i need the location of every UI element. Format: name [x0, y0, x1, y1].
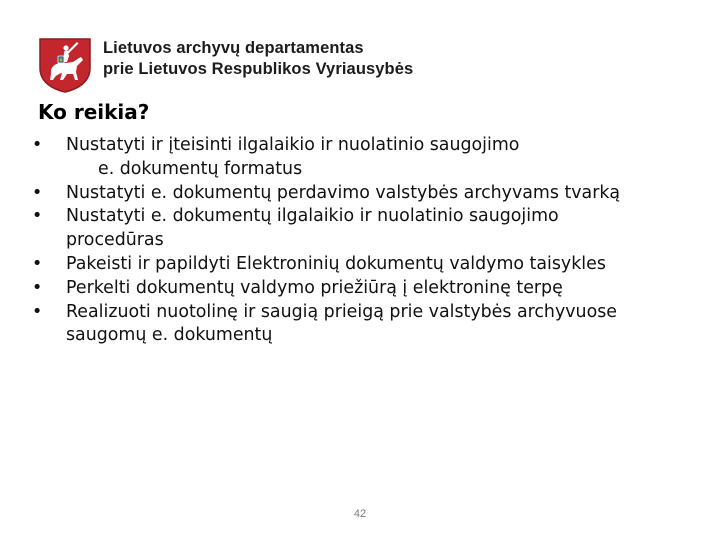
- bullet-item: [30, 301, 700, 349]
- bullet-dot-icon: •: [32, 277, 43, 298]
- bullet-text-continuation: e. dokumentų formatus: [98, 158, 303, 179]
- organization-line-1: Lietuvos archyvų departamentas: [103, 39, 364, 57]
- bullet-text: Nustatyti ir įteisinti ilgalaikio ir nuolatinio saugojimo: [66, 135, 520, 155]
- bullet-dot-icon: •: [32, 206, 43, 227]
- bullet-text: Perkelti dokumentų valdymo priežiūrą į elektroninę terpę: [66, 277, 563, 298]
- bullet-item: [30, 134, 700, 182]
- vytis-coat-of-arms-icon: [37, 36, 93, 94]
- bullet-item: [30, 182, 700, 206]
- header: [37, 36, 413, 94]
- organization-name: [103, 38, 413, 80]
- bullet-text-continuation: procedūras: [66, 230, 164, 251]
- bullet-dot-icon: •: [32, 135, 43, 155]
- bullet-dot-icon: •: [32, 253, 43, 274]
- bullet-text: Pakeisti ir papildyti Elektroninių dokumentų valdymo taisykles: [66, 253, 606, 274]
- bullet-list: [30, 134, 700, 348]
- organization-line-2: prie Lietuvos Respublikos Vyriausybės: [103, 60, 414, 78]
- bullet-item: [30, 253, 700, 277]
- bullet-dot-icon: •: [32, 182, 43, 203]
- bullet-item: [30, 205, 700, 253]
- page-number: 42: [353, 508, 367, 520]
- bullet-text: Nustatyti e. dokumentų perdavimo valstybės archyvams tvarką: [66, 182, 621, 203]
- bullet-text: Realizuoti nuotolinę ir saugią prieigą prie valstybės archyvuose: [66, 301, 617, 322]
- bullet-dot-icon: •: [32, 301, 43, 322]
- bullet-text-continuation: saugomų e. dokumentų: [66, 325, 273, 346]
- bullet-item: [30, 277, 700, 301]
- bullet-text: Nustatyti e. dokumentų ilgalaikio ir nuolatinio saugojimo: [66, 206, 559, 227]
- slide-title: Ko reikia?: [38, 100, 150, 124]
